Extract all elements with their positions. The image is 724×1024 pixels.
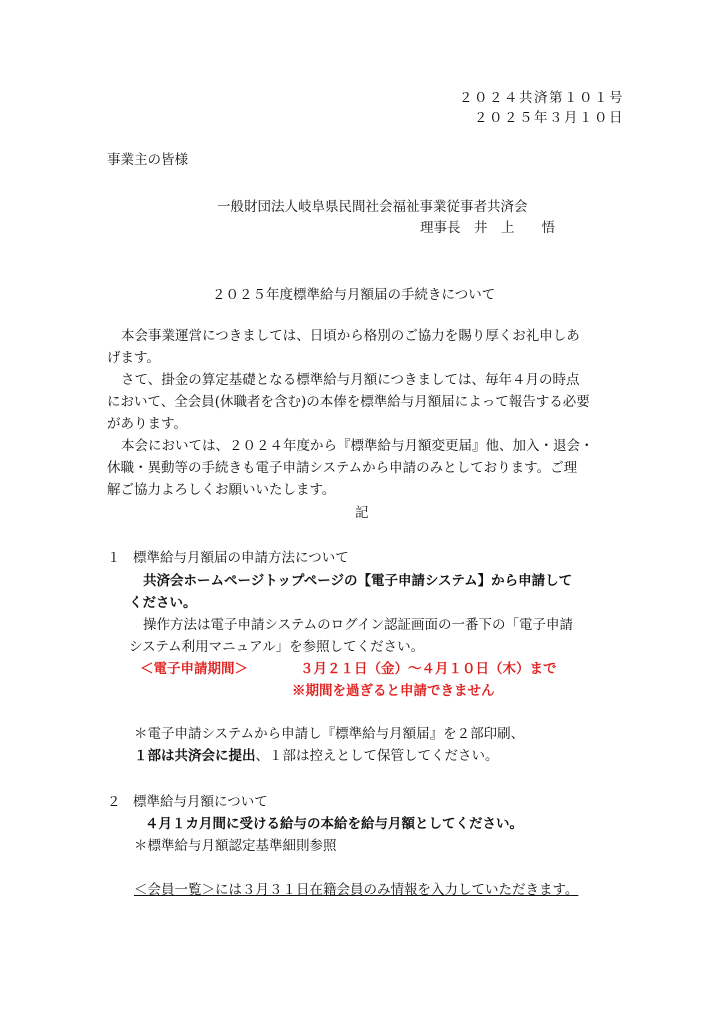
section-1-manual-line-1: 操作方法は電子申請システムのログイン認証画面の一番下の「電子申請 bbox=[143, 617, 573, 633]
body-paragraph-3-line-3: 解ご協力よろしくお願いいたします。 bbox=[107, 482, 336, 498]
section-1-number: １ bbox=[107, 550, 121, 566]
print-note-submit: １部は共済会に提出 bbox=[134, 748, 256, 764]
document-date: ２０２５年３月１０日 bbox=[474, 110, 624, 126]
application-period-dates: ３月２１日（金）～４月１０日（木）まで bbox=[300, 661, 557, 677]
body-paragraph-2-line-1: さて、掛金の算定基礎となる標準給与月額につきましては、毎年４月の時点 bbox=[121, 372, 580, 388]
body-paragraph-1-line-2: げます。 bbox=[107, 350, 160, 366]
document-number: ２０２４共済第１０１号 bbox=[459, 90, 624, 106]
section-2-instruction: ４月１カ月間に受ける給与の本給を給与月額としてください。 bbox=[145, 816, 523, 832]
deadline-warning: ※期間を過ぎると申請できません bbox=[292, 683, 495, 699]
body-paragraph-1-line-1: 本会事業運営につきましては、日頃から格別のご協力を賜り厚くお礼申しあ bbox=[121, 328, 580, 344]
print-note-line-1: ＊電子申請システムから申請し『標準給与月額届』を２部印刷、 bbox=[134, 726, 525, 742]
sender-title-name: 理事長 井 上 悟 bbox=[420, 220, 555, 236]
body-paragraph-3-line-1: 本会においては、２０２４年度から『標準給与月額変更届』他、加入・退会・ bbox=[121, 438, 594, 454]
document-subject: ２０２５年度標準給与月額届の手続きについて bbox=[212, 287, 496, 303]
ki-marker: 記 bbox=[355, 505, 369, 521]
section-1-instruction-line-2: ください。 bbox=[129, 595, 197, 611]
body-paragraph-3-line-2: 休職・異動等の手続きも電子申請システムから申請のみとしております。ご理 bbox=[107, 460, 578, 476]
print-note-keep: 、１部は控えとして保管してください。 bbox=[255, 748, 499, 764]
section-2-heading: 標準給与月額について bbox=[133, 794, 268, 810]
addressee: 事業主の皆様 bbox=[107, 152, 188, 168]
section-1-heading: 標準給与月額届の申請方法について bbox=[133, 550, 349, 566]
section-1-manual-line-2: システム利用マニュアル」を参照してください。 bbox=[129, 639, 425, 655]
print-note-line-2 bbox=[134, 748, 499, 764]
section-2-number: ２ bbox=[107, 794, 121, 810]
section-2-note: ＊標準給与月額認定基準細則参照 bbox=[134, 838, 337, 854]
body-paragraph-2-line-2: において、全会員(休職者を含む)の本俸を標準給与月額届によって報告する必要 bbox=[107, 394, 590, 410]
member-list-note: ＜会員一覧＞には３月３１日在籍会員のみ情報を入力していただきます。 bbox=[134, 882, 579, 898]
body-paragraph-2-line-3: があります。 bbox=[107, 416, 187, 432]
application-period-label: ＜電子申請期間＞ bbox=[140, 661, 248, 677]
section-1-instruction-line-1: 共済会ホームページトップページの【電子申請システム】から申請して bbox=[143, 573, 573, 589]
sender-organization: 一般財団法人岐阜県民間社会福祉事業従事者共済会 bbox=[217, 199, 528, 215]
